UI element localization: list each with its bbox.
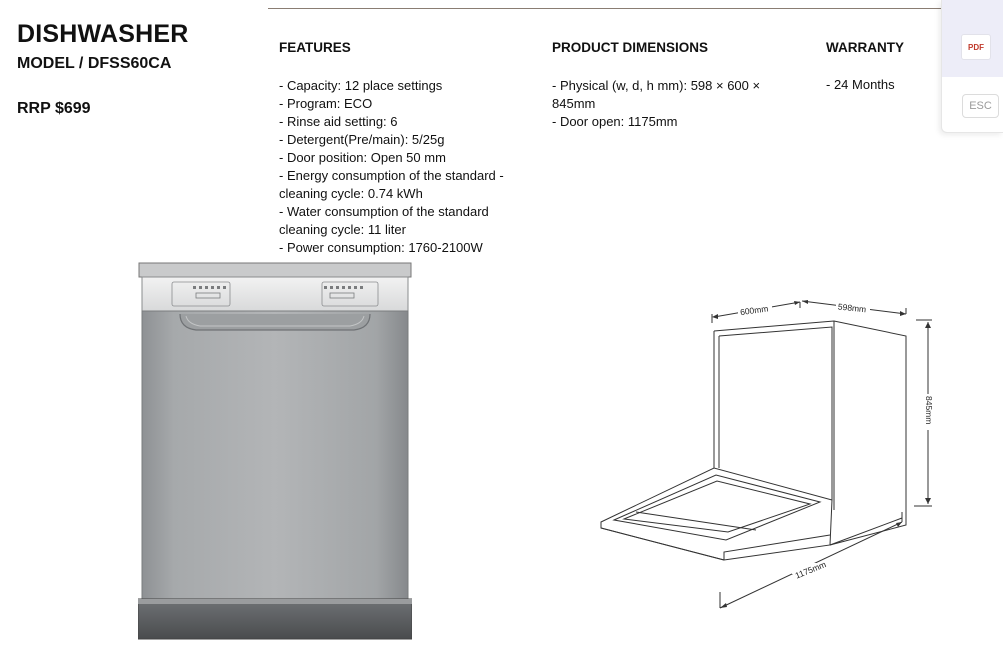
pdf-button[interactable]: PDF: [961, 34, 991, 60]
list-item: - 24 Months: [826, 77, 895, 92]
dimensions-list: [552, 77, 792, 131]
features-heading: FEATURES: [279, 40, 351, 55]
features-list: [279, 77, 529, 257]
esc-button[interactable]: ESC: [962, 94, 999, 118]
list-item: - Capacity: 12 place settings: [279, 78, 443, 93]
list-item: - Physical (w, d, h mm): 598 × 600 × 845mm: [552, 78, 761, 111]
product-price: RRP $699: [17, 100, 91, 117]
width-label: 598mm: [837, 301, 867, 315]
product-model: MODEL / DFSS60CA: [17, 55, 172, 72]
door-open-label: 1175mm: [793, 559, 828, 581]
pdf-tab: [942, 0, 1003, 77]
list-item: - Door open: 1175mm: [552, 114, 678, 129]
list-item: - Water consumption of the standard cleaning cycle: 11 liter: [279, 204, 489, 237]
dishwasher-photo: [138, 262, 412, 642]
height-label: 845mm: [924, 396, 934, 425]
dimension-diagram: [596, 290, 941, 615]
list-item: - Program: ECO: [279, 96, 373, 111]
list-item: - Door position: Open 50 mm: [279, 150, 446, 165]
list-item: - Energy consumption of the standard - cleaning cycle: 0.74 kWh: [279, 168, 504, 201]
warranty-heading: WARRANTY: [826, 40, 904, 55]
warranty-list: [826, 76, 936, 94]
list-item: - Power consumption: 1760-2100W: [279, 240, 483, 255]
top-divider: [268, 8, 948, 9]
dimensions-heading: PRODUCT DIMENSIONS: [552, 40, 709, 55]
product-title: DISHWASHER: [17, 20, 189, 48]
list-item: - Rinse aid setting: 6: [279, 114, 398, 129]
viewer-side-panel: [941, 0, 1003, 133]
depth-label: 600mm: [739, 303, 769, 318]
list-item: - Detergent(Pre/main): 5/25g: [279, 132, 445, 147]
